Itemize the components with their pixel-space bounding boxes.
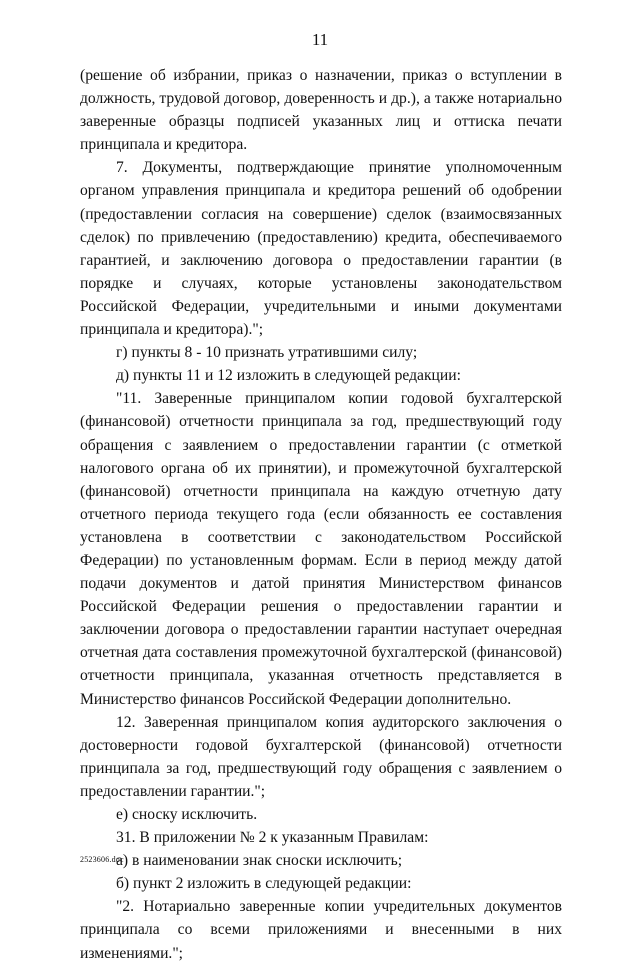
paragraph-b: б) пункт 2 изложить в следующей редакции: xyxy=(116,875,412,893)
paragraph-item-12: 12. Заверенная принципалом копия аудиторского заключения о достоверности годовой бухгалтерской (финансовой) отчетности принципала за год, предшествующий году обращения с заявлением о предоставлении гарантии."; xyxy=(80,713,562,800)
footer-file-name: 2523606.doc xyxy=(80,855,124,864)
paragraph-item-11: "11. Заверенные принципалом копии годовой бухгалтерской (финансовой) отчетности принципала за год, предшествующий году обращения с заявлением о предоставлении гарантии (с отметкой налогового органа об их принятии), и промежуточной бухгалтерской (финансовой) отчетности принципала на каждую отчетную дату отчетного периода текущего года (если обязанность ее составления установлена в соответствии с законодательством Российской Федерации) по установленным формам. Если в период между датой подачи документов и датой принятия Министерством финансов Российской Федерации решения о предоставлении гарантии и заключении договора о предоставлении гарантии наступает очередная отчетная дата составления промежуточной бухгалтерской (финансовой) отчетности принципала, указанная отчетность представляется в Министерство финансов Российской Федерации дополнительно. xyxy=(80,390,562,708)
paragraph-1: (решение об избрании, приказ о назначении, приказ о вступлении в должность, трудовой договор, доверенность и др.), а также нотариально заверенные образцы подписей указанных лиц и оттиска печати принципала и кредитора. xyxy=(80,67,562,154)
paragraph-item-2: "2. Нотариально заверенные копии учредительных документов принципала со всеми приложениями и внесенными в них изменениями."; xyxy=(80,898,562,962)
paragraph-e: е) сноску исключить. xyxy=(116,806,258,823)
paragraph-item-7: 7. Документы, подтверждающие принятие уполномоченным органом управления принципала и кредитора решений об одобрении (предоставлении согласия на совершение) сделок (взаимосвязанных сделок) по привлечению (предоставлению) кредита, обеспечиваемого гарантией, и заключению договора о предоставлении гарантии (в порядке и случаях, которые установлены законодательством Российской Федерации, учредительными и иными документами принципала и кредитора)."; xyxy=(80,159,562,339)
page-number: 11 xyxy=(311,30,329,49)
paragraph-item-31: 31. В приложении № 2 к указанным Правилам: xyxy=(116,829,429,847)
paragraph-a: а) в наименовании знак сноски исключить; xyxy=(116,852,403,870)
document-body xyxy=(80,64,562,965)
paragraph-g: г) пункты 8 - 10 признать утратившими силу; xyxy=(116,344,418,362)
paragraph-d: д) пункты 11 и 12 изложить в следующей редакции: xyxy=(116,367,461,385)
